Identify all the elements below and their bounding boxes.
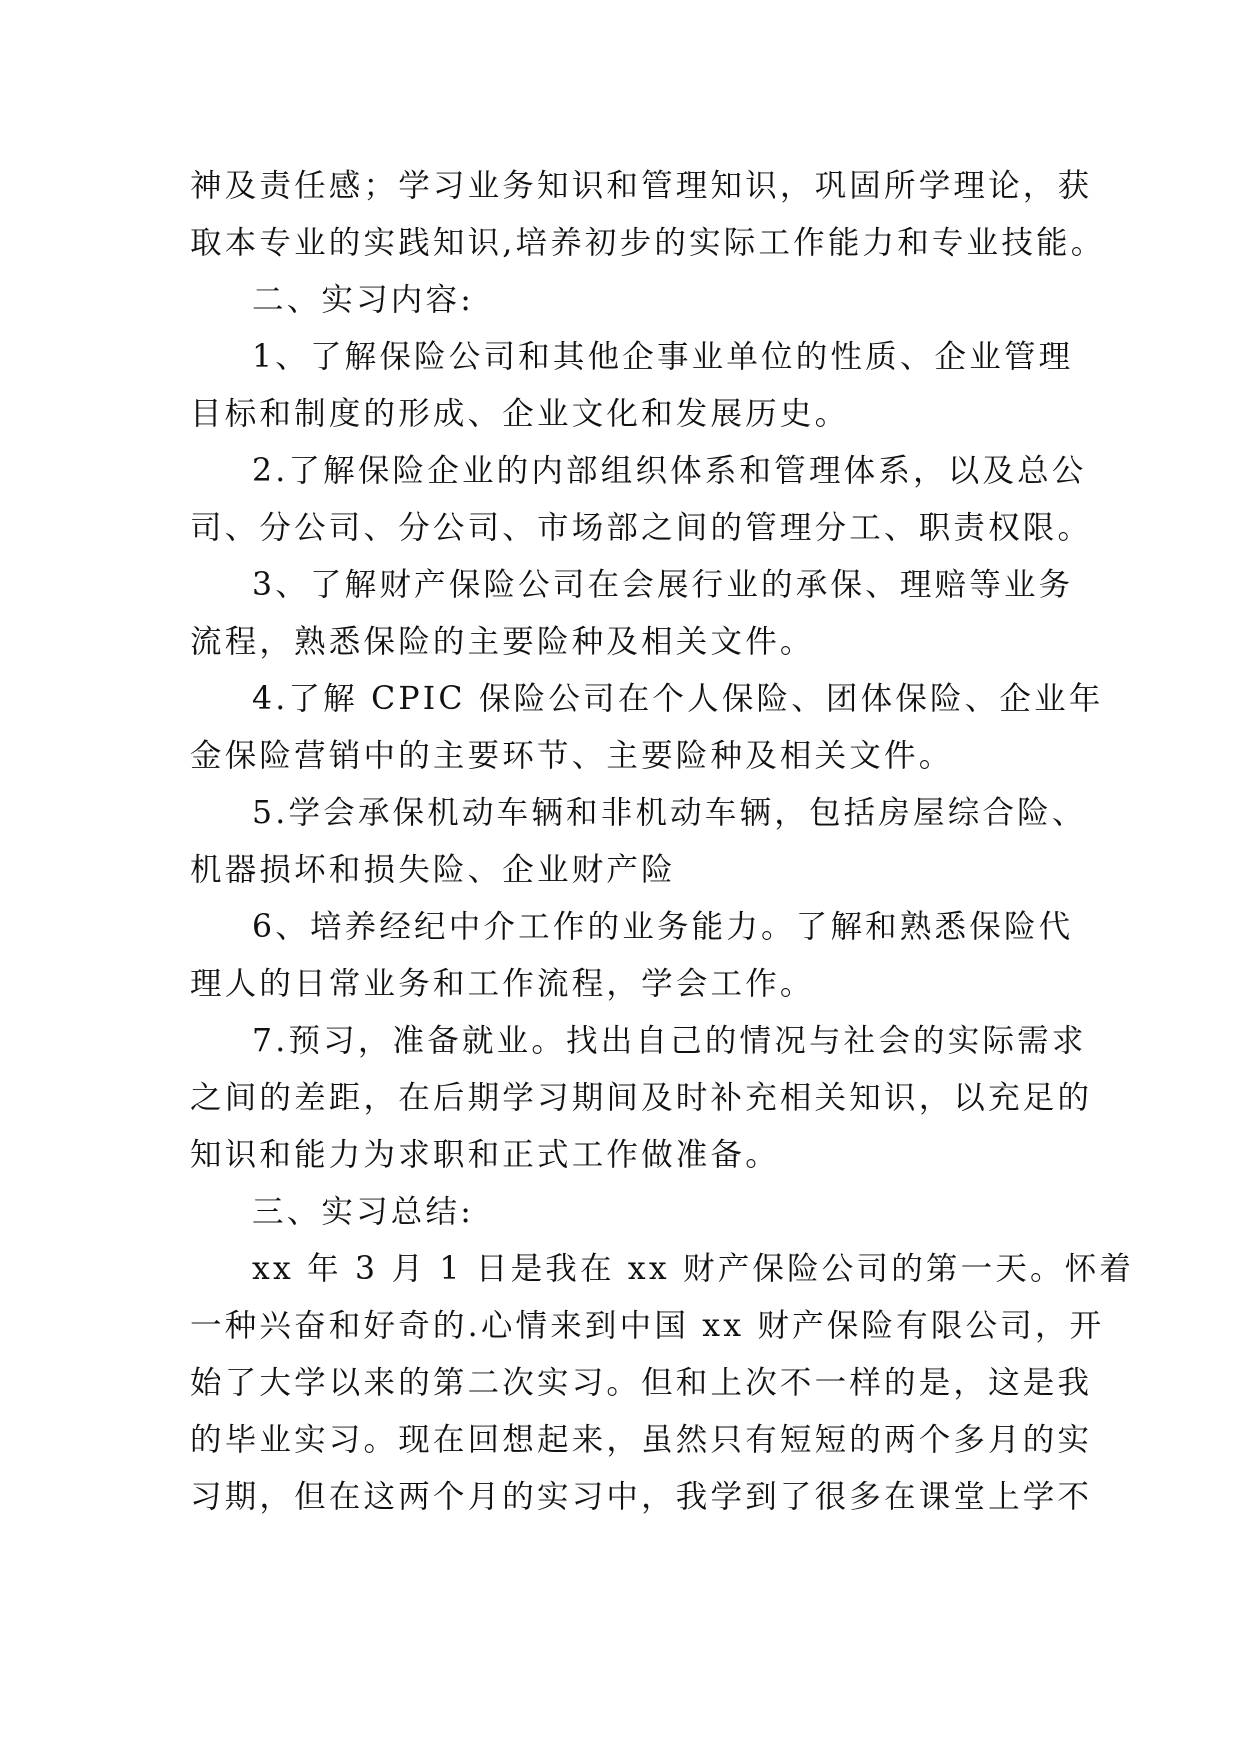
text-line: 金保险营销中的主要环节、主要险种及相关文件。	[190, 738, 954, 774]
text-line: 之间的差距，在后期学习期间及时补充相关知识，以充足的	[190, 1080, 1093, 1116]
text-line: 1、了解保险公司和其他企事业单位的性质、企业管理	[252, 339, 1074, 375]
text-line: 司、分公司、分公司、市场部之间的管理分工、职责权限。	[190, 510, 1093, 546]
text-line: 3、了解财产保险公司在会展行业的承保、理赔等业务	[252, 567, 1074, 603]
text-line: 始了大学以来的第二次实习。但和上次不一样的是，这是我	[190, 1365, 1093, 1401]
text-line: xx 年 3 月 1 日是我在 xx 财产保险公司的第一天。怀着	[252, 1251, 1135, 1287]
section-heading: 二、实习内容:	[252, 282, 475, 318]
text-line: 6、培养经纪中介工作的业务能力。了解和熟悉保险代	[252, 909, 1074, 945]
text-line: 机器损坏和损失险、企业财产险	[190, 852, 676, 888]
text-line: 理人的日常业务和工作流程，学会工作。	[190, 966, 815, 1002]
text-line: 5.学会承保机动车辆和非机动车辆，包括房屋综合险、	[252, 795, 1087, 831]
text-line: 7.预习，准备就业。找出自己的情况与社会的实际需求	[252, 1023, 1087, 1059]
section-heading: 三、实习总结:	[252, 1194, 475, 1230]
text-line: 一种兴奋和好奇的.心情来到中国 xx 财产保险有限公司，开	[190, 1308, 1105, 1344]
text-line: 2.了解保险企业的内部组织体系和管理体系，以及总公	[252, 453, 1087, 489]
text-line: 取本专业的实践知识,培养初步的实际工作能力和专业技能。	[190, 225, 1106, 261]
text-line: 目标和制度的形成、企业文化和发展历史。	[190, 396, 850, 432]
text-line: 流程，熟悉保险的主要险种及相关文件。	[190, 624, 815, 660]
text-line: 习期，但在这两个月的实习中，我学到了很多在课堂上学不	[190, 1479, 1093, 1515]
text-line: 神及责任感；学习业务知识和管理知识，巩固所学理论，获	[190, 168, 1093, 204]
text-line: 的毕业实习。现在回想起来，虽然只有短短的两个多月的实	[190, 1422, 1093, 1458]
text-line: 知识和能力为求职和正式工作做准备。	[190, 1137, 780, 1173]
text-line: 4.了解 CPIC 保险公司在个人保险、团体保险、企业年	[252, 681, 1104, 717]
